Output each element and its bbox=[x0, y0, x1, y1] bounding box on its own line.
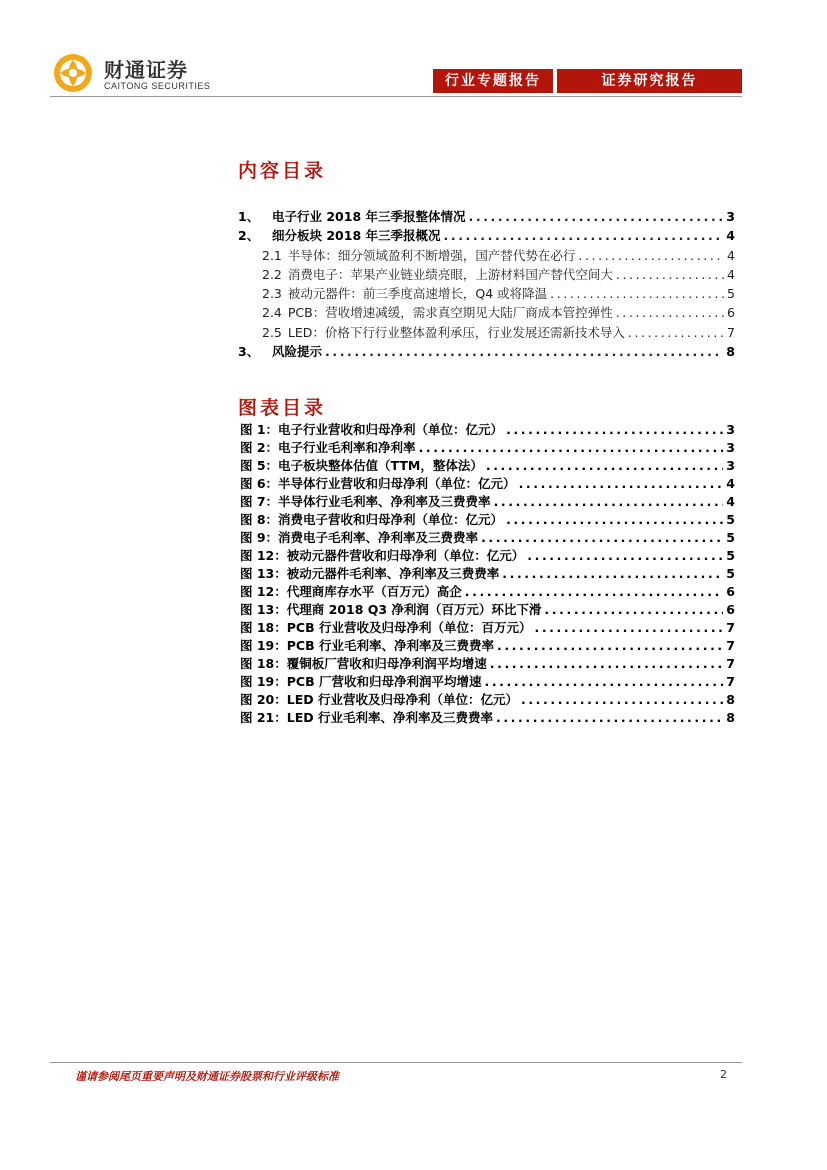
figure-entry-page: 5 bbox=[726, 566, 735, 581]
toc-entry-page: 4 bbox=[726, 228, 735, 244]
figure-entry-page: 7 bbox=[726, 674, 735, 689]
dot-leader bbox=[521, 692, 723, 707]
dot-leader bbox=[502, 566, 723, 581]
toc-entry-number: 2.5 bbox=[262, 324, 282, 340]
toc-entry-number: 1、 bbox=[238, 209, 260, 224]
logo-text-en: CAITONG SECURITIES bbox=[104, 81, 211, 91]
toc-entry-number: 2.4 bbox=[262, 305, 282, 321]
figure-entry[interactable] bbox=[240, 438, 735, 456]
dot-leader bbox=[469, 209, 724, 224]
toc-entry-number: 2.3 bbox=[262, 286, 282, 302]
figure-entry-title: 图 19：PCB 行业毛利率、净利率及三费费率 bbox=[240, 638, 494, 653]
figure-entry[interactable] bbox=[240, 636, 735, 654]
dot-leader bbox=[497, 638, 723, 653]
figure-entry-page: 3 bbox=[726, 458, 735, 473]
figure-entry-title: 图 19：PCB 厂营收和归母净利润平均增速 bbox=[240, 674, 482, 689]
figure-entry-title: 图 7：半导体行业毛利率、净利率及三费费率 bbox=[240, 494, 491, 509]
dot-leader bbox=[550, 286, 724, 301]
figure-entry-title: 图 1：电子行业营收和归母净利（单位：亿元） bbox=[240, 422, 504, 437]
figure-entry-title: 图 18：PCB 行业营收及归母净利（单位：百万元） bbox=[240, 620, 532, 635]
figure-entry[interactable] bbox=[240, 600, 735, 618]
company-logo bbox=[50, 52, 230, 96]
figure-entry[interactable] bbox=[240, 510, 735, 528]
dot-leader bbox=[465, 584, 724, 599]
figure-entry-title: 图 13：被动元器件毛利率、净利率及三费费率 bbox=[240, 566, 500, 581]
dot-leader bbox=[486, 458, 723, 473]
figure-entry[interactable] bbox=[240, 672, 735, 690]
figure-entry[interactable] bbox=[240, 654, 735, 672]
dot-leader bbox=[496, 710, 723, 725]
toc-entry[interactable] bbox=[238, 284, 735, 303]
toc-entry-page: 4 bbox=[727, 266, 735, 282]
figure-entry-page: 3 bbox=[726, 440, 735, 455]
figure-entry[interactable] bbox=[240, 690, 735, 708]
dot-leader bbox=[519, 476, 724, 491]
page-number: 2 bbox=[720, 1068, 727, 1081]
figure-entry[interactable] bbox=[240, 420, 735, 438]
figure-entry-title: 图 13：代理商 2018 Q3 净利润（百万元）环比下滑 bbox=[240, 602, 542, 617]
toc-entry[interactable] bbox=[238, 226, 735, 245]
toc-entry-title: 被动元器件：前三季度高速增长，Q4 或将降温 bbox=[287, 286, 548, 302]
figure-entry-page: 7 bbox=[726, 656, 735, 671]
figure-entry-title: 图 9：消费电子毛利率、净利率及三费费率 bbox=[240, 530, 479, 545]
dot-leader bbox=[578, 248, 724, 263]
figure-entry-title: 图 5：电子板块整体估值（TTM，整体法） bbox=[240, 458, 483, 473]
figure-entry[interactable] bbox=[240, 492, 735, 510]
figure-entry-title: 图 2：电子行业毛利率和净利率 bbox=[240, 440, 416, 455]
figure-entry-title: 图 8：消费电子营收和归母净利（单位：亿元） bbox=[240, 512, 504, 527]
footer-disclaimer[interactable]: 谨请参阅尾页重要声明及财通证券股票和行业评级标准 bbox=[75, 1070, 339, 1083]
toc-entry-number: 2.2 bbox=[262, 266, 282, 282]
figure-list bbox=[240, 420, 735, 726]
toc-entry-title: 细分板块 2018 年三季报概况 bbox=[272, 228, 441, 244]
figure-entry-page: 6 bbox=[726, 602, 735, 617]
figure-entry-title: 图 18：覆铜板厂营收和归母净利润平均增速 bbox=[240, 656, 487, 671]
toc-entry-page: 7 bbox=[727, 324, 735, 340]
toc-entry-page: 8 bbox=[726, 344, 735, 360]
toc-entry[interactable] bbox=[238, 303, 735, 322]
report-category-tag: 证券研究报告 bbox=[557, 69, 742, 93]
figure-entry[interactable] bbox=[240, 456, 735, 474]
figure-entry-page: 4 bbox=[726, 476, 735, 491]
footer-divider bbox=[50, 1062, 742, 1063]
toc-entry[interactable] bbox=[238, 342, 735, 361]
toc-entry-page: 4 bbox=[727, 247, 735, 263]
dot-leader bbox=[494, 494, 724, 509]
figure-entry-page: 8 bbox=[726, 710, 735, 725]
dot-leader bbox=[544, 602, 723, 617]
toc-entry-title: PCB：营收增速减缓，需求真空期见大陆厂商成本管控弹性 bbox=[287, 305, 613, 321]
dot-leader bbox=[444, 228, 724, 243]
figure-entry-page: 6 bbox=[726, 584, 735, 599]
toc-entry-number: 2、 bbox=[238, 228, 260, 244]
figure-entry-title: 图 12：被动元器件营收和归母净利（单位：亿元） bbox=[240, 548, 525, 563]
toc-title: 内容目录 bbox=[238, 160, 327, 182]
toc-entry-page: 5 bbox=[727, 286, 735, 302]
toc-entry[interactable] bbox=[238, 246, 735, 265]
dot-leader bbox=[527, 548, 723, 563]
dot-leader bbox=[506, 512, 723, 527]
figure-entry-page: 5 bbox=[726, 512, 735, 527]
logo-text-cn: 财通证券 bbox=[104, 58, 188, 82]
dot-leader bbox=[616, 267, 724, 282]
toc-entry-number: 2.1 bbox=[262, 247, 282, 263]
figure-entry-page: 5 bbox=[726, 530, 735, 545]
dot-leader bbox=[484, 674, 723, 689]
figure-entry-page: 5 bbox=[726, 548, 735, 563]
figure-entry-page: 8 bbox=[726, 692, 735, 707]
dot-leader bbox=[506, 422, 723, 437]
dot-leader bbox=[534, 620, 723, 635]
dot-leader bbox=[481, 530, 723, 545]
toc-entry[interactable] bbox=[238, 323, 735, 342]
toc-entry-number: 3、 bbox=[238, 344, 260, 360]
figure-entry[interactable] bbox=[240, 564, 735, 582]
figure-entry-title: 图 12：代理商库存水平（百万元）高企 bbox=[240, 584, 462, 599]
toc-list bbox=[238, 207, 735, 361]
figure-entry[interactable] bbox=[240, 618, 735, 636]
toc-entry-title: 消费电子：苹果产业链业绩亮眼，上游材料国产替代空间大 bbox=[287, 266, 613, 282]
figure-entry-page: 4 bbox=[726, 494, 735, 509]
report-type-tag: 行业专题报告 bbox=[433, 69, 553, 93]
figure-entry[interactable] bbox=[240, 708, 735, 726]
toc-entry-title: 电子行业 2018 年三季报整体情况 bbox=[272, 209, 466, 224]
dot-leader bbox=[490, 656, 724, 671]
figure-entry-page: 3 bbox=[726, 422, 735, 437]
figure-entry-page: 7 bbox=[726, 638, 735, 653]
dot-leader bbox=[628, 325, 724, 340]
dot-leader bbox=[325, 344, 723, 359]
toc-entry[interactable] bbox=[238, 207, 735, 226]
toc-entry-title: LED：价格下行行业整体盈利承压，行业发展还需新技术导入 bbox=[287, 324, 625, 340]
dot-leader bbox=[419, 440, 724, 455]
figure-entry[interactable] bbox=[240, 582, 735, 600]
toc-entry[interactable] bbox=[238, 265, 735, 284]
toc-entry-title: 风险提示 bbox=[272, 344, 323, 360]
figure-entry[interactable] bbox=[240, 528, 735, 546]
dot-leader bbox=[616, 305, 724, 320]
toc-entry-title: 半导体：细分领域盈利不断增强，国产替代势在必行 bbox=[287, 247, 576, 263]
figure-list-title: 图表目录 bbox=[238, 397, 327, 419]
figure-entry-title: 图 20：LED 行业营收及归母净利（单位：亿元） bbox=[240, 692, 518, 707]
figure-entry[interactable] bbox=[240, 546, 735, 564]
figure-entry-title: 图 6：半导体行业营收和归母净利（单位：亿元） bbox=[240, 476, 516, 491]
toc-entry-page: 6 bbox=[727, 305, 735, 321]
figure-entry[interactable] bbox=[240, 474, 735, 492]
caitong-logo-icon bbox=[50, 52, 96, 94]
figure-entry-page: 7 bbox=[726, 620, 735, 635]
toc-entry-page: 3 bbox=[726, 209, 735, 224]
figure-entry-title: 图 21：LED 行业毛利率、净利率及三费费率 bbox=[240, 710, 493, 725]
header-divider bbox=[50, 96, 742, 97]
